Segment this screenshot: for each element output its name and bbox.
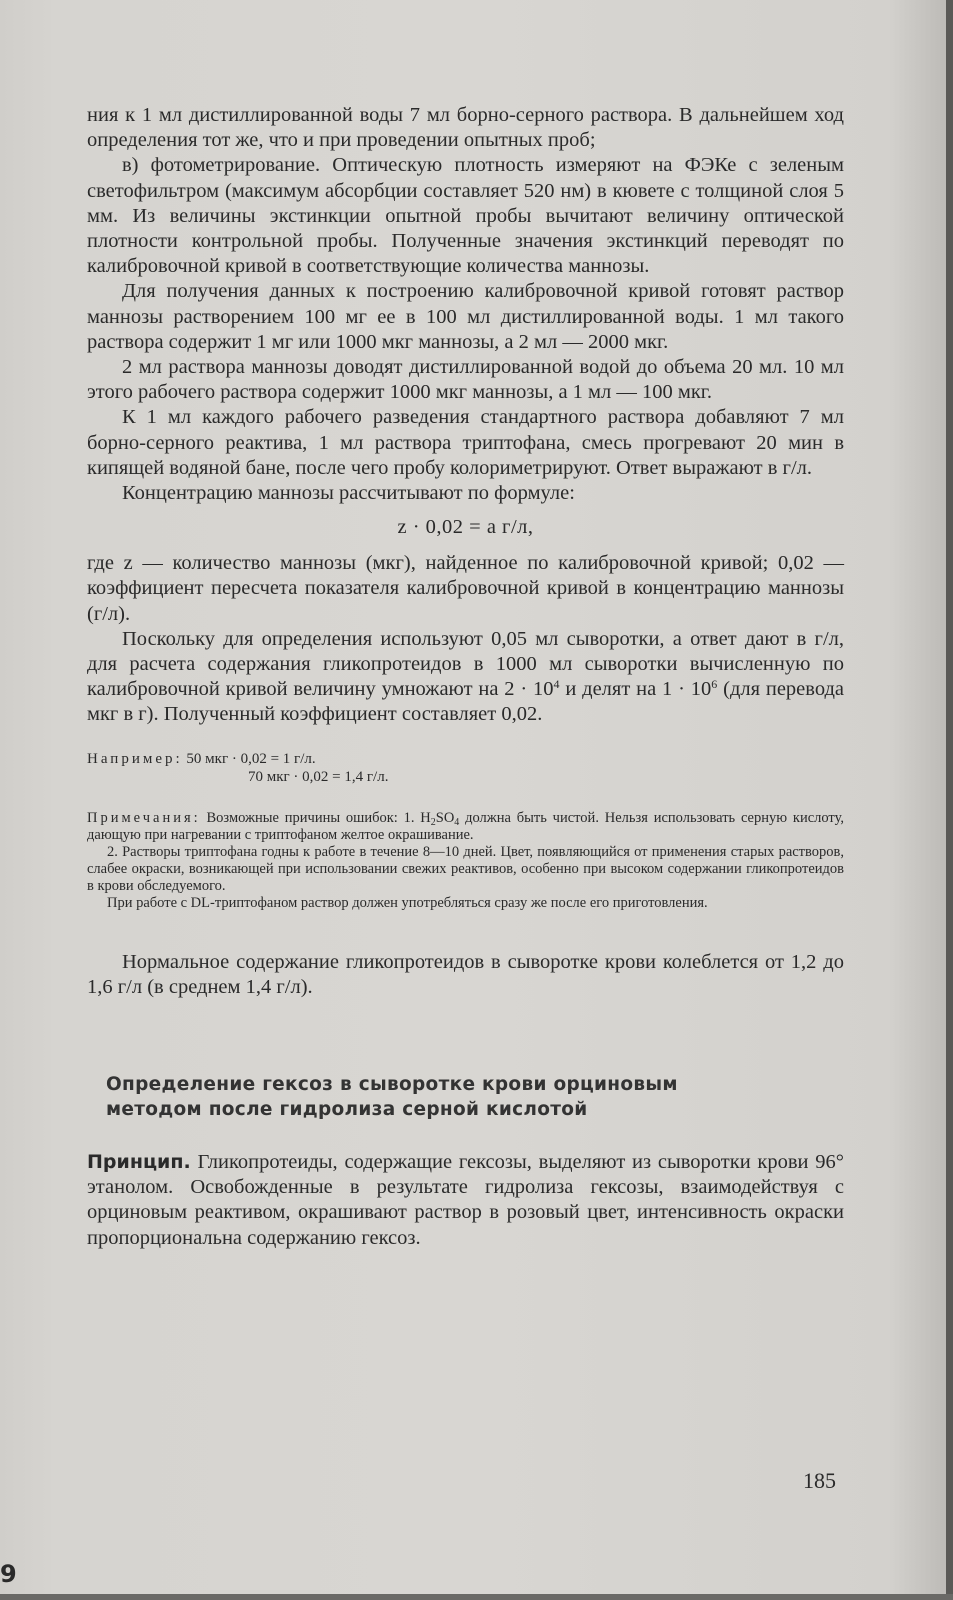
note-1-text-b: SO — [435, 809, 455, 826]
page-number: 185 — [803, 1468, 836, 1493]
note-1-text-c: должна быть чистой. Нельзя использовать серную кислоту, дающую при нагревании с триптофаном желтое окрашивание. — [87, 809, 844, 843]
example-calc-1: 50 мкг · 0,02 = 1 г/л. — [186, 750, 316, 767]
section-heading-line-2: методом после гидролиза серной кислотой — [106, 1099, 588, 1121]
note-1-sub-1: 2 — [430, 816, 436, 828]
page-bottom-edge — [0, 1594, 953, 1600]
note-1-sub-2: 4 — [454, 816, 460, 828]
paragraph-calibration-prep: Для получения данных к построению калибровочной кривой готовят раствор маннозы растворением 100 мг ее в 100 мл дистиллированной воды. 1 мл такого раствора содержит 1 мг или 1000 мкг маннозы, а 2 мл — 2000 мкг. — [87, 280, 844, 353]
principle-text: Гликопротеиды, содержащие гексозы, выделяют из сыворотки крови 96° этанолом. Освобожденные в результате гидролиза гексозы, взаимодействуя с орциновым реактивом, окрашивают раствор в розовый цвет, интенсивность окраски пропорциональна содержанию гексоз. — [87, 1151, 844, 1249]
paragraph-1: ния к 1 мл дистиллированной воды 7 мл борно-серного раствора. В дальнейшем ход определения тот же, что и при проведении опытных проб; — [87, 104, 844, 152]
paragraph-dilution: 2 мл раствора маннозы доводят дистиллированной водой до объема 20 мл. 10 мл этого рабочего раствора содержит 1000 мкг маннозы, а 1 мл — 100 мкг. — [87, 356, 844, 404]
section-heading — [87, 1072, 844, 1122]
notes-block — [87, 810, 844, 912]
note-2: 2. Растворы триптофана годны к работе в течение 8—10 дней. Цвет, появляющийся от применения старых растворов, слабее окраски, возникающей при использовании свежих реактивов, особенно при высоком содержании гликопротеидов в крови обследуемого. — [87, 843, 844, 894]
coefficient-text-c: (для перевода мкг в г). Полученный коэффициент составляет 0,02. — [87, 678, 845, 726]
page-content — [87, 103, 844, 1251]
example-label: Например: — [87, 750, 183, 767]
coefficient-text-b: и делят на 1 · 10 — [559, 678, 712, 701]
paragraph-coefficient — [87, 627, 844, 728]
corner-mark: 9 — [0, 1560, 17, 1588]
paragraph-photometry: в) фотометрирование. Оптическую плотность измеряют на ФЭКе с зеленым светофильтром (максимум абсорбции составляет 520 нм) в кювете с толщиной слоя 5 мм. Из величины экстинкции опытной пробы вычитают величину оптической плотности контрольной пробы. Полученные значения экстинкций переводят по калибровочной кривой в соответствующие количества маннозы. — [87, 154, 844, 278]
paragraph-procedure: К 1 мл каждого рабочего разведения стандартного раствора добавляют 7 мл борно-серного реактива, 1 мл раствора триптофана, смесь прогревают 20 мин в кипящей водяной бане, после чего пробу колориметрируют. Ответ выражают в г/л. — [87, 406, 844, 479]
exponent-1: 4 — [553, 677, 560, 692]
coefficient-text-a: Поскольку для определения используют 0,05 мл сыворотки, а ответ дают в г/л, для расчета содержания гликопротеидов в 1000 мл сыворотки вычисленную по калибровочной кривой величину умножают на 2 · 10 — [87, 627, 844, 701]
note-1-text-a: Возможные причины ошибок: 1. H — [200, 809, 431, 826]
principle-label: Принцип. — [87, 1151, 191, 1174]
paragraph-formula-intro: Концентрацию маннозы рассчитывают по формуле: — [122, 482, 575, 505]
exponent-2: 6 — [711, 677, 718, 692]
paragraph-normal-values: Нормальное содержание гликопротеидов в сыворотке крови колеблется от 1,2 до 1,6 г/л (в среднем 1,4 г/л). — [87, 950, 844, 998]
section-heading-line-1: Определение гексоз в сыворотке крови орциновым — [106, 1074, 678, 1096]
example-calc-2: 70 мкг · 0,02 = 1,4 г/л. — [248, 768, 389, 785]
notes-label: Примечания: — [87, 809, 201, 826]
page-edge — [946, 0, 953, 1600]
note-3: При работе с DL-триптофаном раствор должен употребляться сразу же после его приготовления. — [107, 894, 708, 911]
paragraph-formula-legend: где z — количество маннозы (мкг), найденное по калибровочной кривой; 0,02 — коэффициент пересчета показателя калибровочной кривой в концентрацию маннозы (г/л). — [87, 552, 844, 625]
note-1 — [87, 810, 844, 844]
example-line-1 — [87, 750, 844, 768]
formula: z · 0,02 = a г/л, — [397, 516, 534, 539]
example-block — [87, 750, 844, 786]
paragraph-principle — [87, 1150, 844, 1251]
